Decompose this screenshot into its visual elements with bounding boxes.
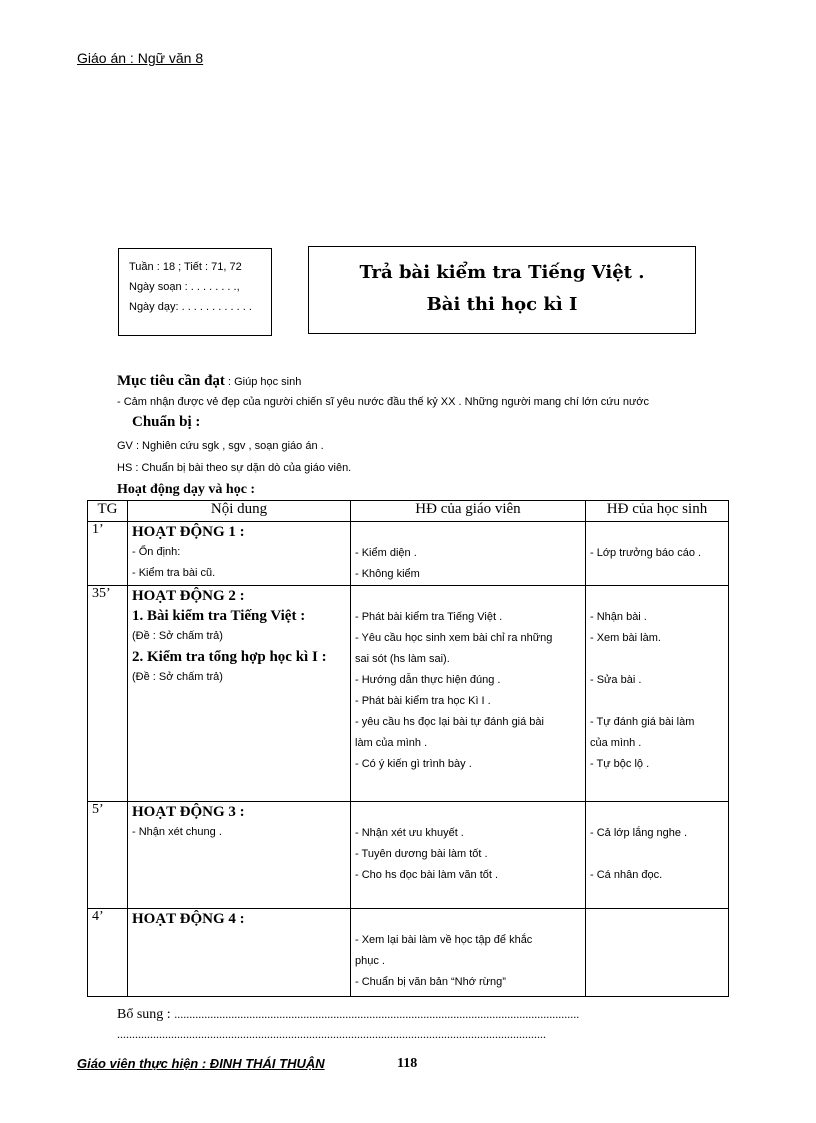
row1-title: HOẠT ĐỘNG 1 : (132, 524, 245, 540)
page-header-title: Giáo án : Ngữ văn 8 (77, 50, 204, 66)
objectives-sep: : (224, 376, 235, 388)
row2-teacher (351, 586, 586, 802)
row2-teacher-line: - Hướng dẫn thực hiện đúng . (355, 674, 501, 686)
activities-table (87, 500, 729, 997)
row4-time: 4’ (88, 909, 128, 997)
row2-teacher-line: - yêu cầu hs đọc lại bài tự đánh giá bài (355, 716, 544, 728)
table-header-row (88, 501, 729, 522)
row4-teacher-line: phục . (355, 955, 385, 967)
row2-student-line: - Xem bài làm. (590, 632, 661, 644)
teach-date: Ngày dạy: . . . . . . . . . . . . (129, 301, 252, 313)
row3-teacher-line: - Nhận xét ưu khuyết . (355, 827, 464, 839)
prepare-gv: GV : Nghiên cứu sgk , sgv , soạn giáo án . (117, 440, 324, 452)
row1-content-line: - Kiểm tra bài cũ. (132, 567, 216, 579)
row2-sub1: 1. Bài kiểm tra Tiếng Việt : (132, 608, 306, 624)
row2-teacher-line: - Có ý kiến gì trình bày . (355, 758, 472, 770)
row1-time: 1’ (88, 522, 128, 586)
row4-teacher-line: - Chuẩn bị văn bản “Nhớ rừng” (355, 976, 506, 988)
row3-student (586, 802, 729, 909)
row3-student-line: - Cả lớp lắng nghe . (590, 827, 688, 839)
activities-label: Hoạt động dạy và học : (117, 482, 256, 497)
row2-student-line: - Nhận bài . (590, 611, 647, 623)
row3-teacher-line: - Cho hs đọc bài làm văn tốt . (355, 869, 499, 881)
row1-teacher (351, 522, 586, 586)
table-row (88, 522, 729, 586)
table-row (88, 802, 729, 909)
prepare-hs: HS : Chuẩn bị bài theo sự dặn dò của giáo viên. (117, 462, 352, 474)
row2-note2: (Đề : Sở chấm trả) (132, 671, 223, 683)
row1-content (128, 522, 351, 586)
row3-time: 5’ (88, 802, 128, 909)
col-header-content: Nội dung (128, 501, 351, 522)
table-row (88, 586, 729, 802)
row2-student-line: - Sửa bài . (590, 674, 642, 686)
objectives-heading (117, 372, 301, 390)
row2-sub2: 2. Kiểm tra tổng hợp học kì I : (132, 649, 327, 665)
row3-content (128, 802, 351, 909)
row3-teacher (351, 802, 586, 909)
col-header-tg: TG (88, 501, 128, 522)
row4-teacher-line: - Xem lại bài làm về học tập để khắc (355, 934, 533, 946)
col-header-teacher: HĐ của giáo viên (351, 501, 586, 522)
row1-student-line: - Lớp trưởng báo cáo . (590, 547, 702, 559)
row1-student (586, 522, 729, 586)
row2-student-line: của mình . (590, 737, 642, 749)
prepare-date: Ngày soạn : . . . . . . . ., (129, 281, 240, 293)
page-number: 118 (397, 1056, 418, 1071)
row2-teacher-line: làm của mình . (355, 737, 428, 749)
row2-teacher-line: sai sót (hs làm sai). (355, 653, 450, 665)
row2-teacher-line: - Yêu cầu học sinh xem bài chỉ ra những (355, 632, 553, 644)
prepare-label: Chuẩn bị : (132, 414, 201, 430)
lesson-title-line2: Bài thi học kì I (426, 294, 578, 315)
row4-student (586, 909, 729, 997)
row2-teacher-line: - Phát bài kiểm tra học Kì I . (355, 695, 491, 707)
row3-teacher-line: - Tuyên dương bài làm tốt . (355, 848, 488, 860)
lesson-info-box (118, 248, 272, 336)
row2-teacher-line: - Phát bài kiểm tra Tiếng Việt . (355, 611, 503, 623)
supplement-dots: ....................................................................................................................................... (174, 1007, 580, 1021)
row2-note1: (Đề : Sở chấm trả) (132, 630, 223, 642)
objectives-bullet: - Cảm nhận được vẻ đẹp của người chiến sĩ yêu nước đầu thế kỷ XX . Những người mang chí lớn cứu nước (117, 396, 650, 408)
row4-teacher (351, 909, 586, 997)
row2-time: 35’ (88, 586, 128, 802)
row1-teacher-line: - Không kiểm (355, 568, 420, 580)
lesson-title-box (308, 246, 696, 334)
row4-content (128, 909, 351, 997)
row1-content-line: - Ổn định: (132, 546, 181, 558)
objectives-text: Giúp học sinh (234, 376, 302, 388)
row2-student-line: - Tự đánh giá bài làm (590, 716, 695, 728)
teacher-name: Giáo viên thực hiện : ĐINH THÁI THUẬN (77, 1056, 325, 1071)
col-header-student: HĐ của học sinh (586, 501, 729, 522)
supplement-label: Bổ sung : (117, 1007, 175, 1022)
lesson-title-line1: Trả bài kiểm tra Tiếng Việt . (359, 262, 645, 283)
row3-title: HOẠT ĐỘNG 3 : (132, 804, 245, 820)
row2-title: HOẠT ĐỘNG 2 : (132, 588, 245, 604)
row2-student-line: - Tự bộc lộ . (590, 758, 650, 770)
row2-content (128, 586, 351, 802)
supplement-line1 (117, 1005, 707, 1023)
row3-student-line: - Cá nhân đọc. (590, 869, 663, 881)
row4-title: HOẠT ĐỘNG 4 : (132, 911, 245, 927)
row3-content-line: - Nhận xét chung . (132, 826, 222, 838)
row2-student (586, 586, 729, 802)
row1-teacher-line: - Kiểm diện . (355, 547, 417, 559)
table-row (88, 909, 729, 997)
supplement-line2: ............................................................................................................................................... (117, 1027, 546, 1041)
week-period: Tuần : 18 ; Tiết : 71, 72 (129, 261, 242, 273)
objectives-label: Mục tiêu cần đạt (117, 373, 225, 389)
